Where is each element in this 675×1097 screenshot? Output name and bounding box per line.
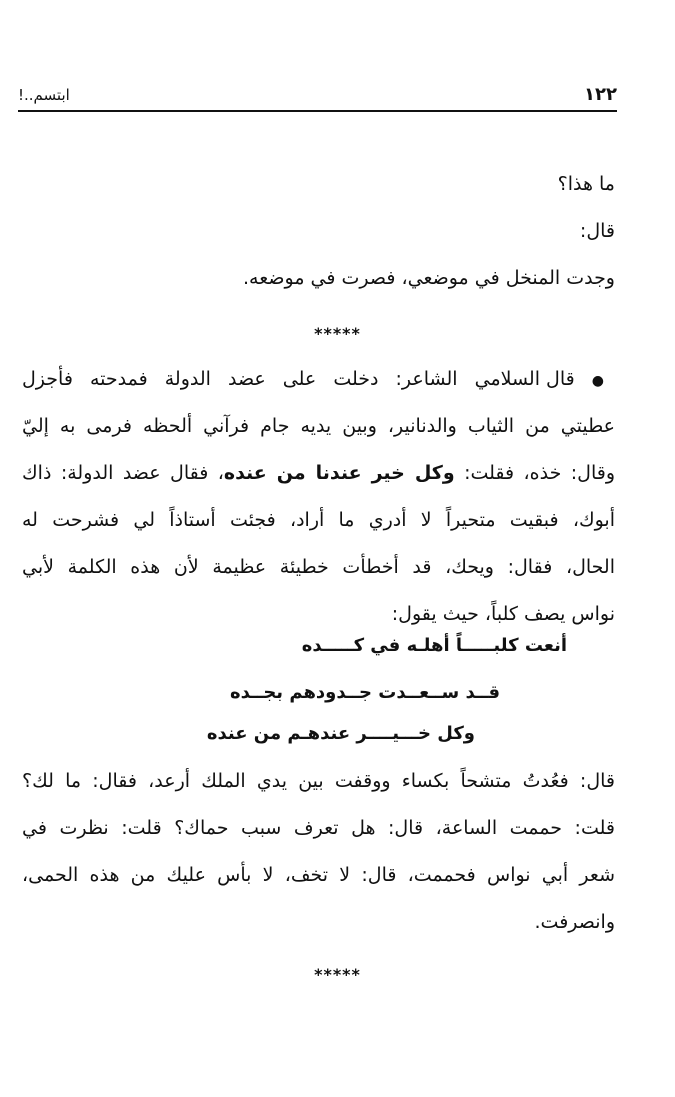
text-line: الحال، فقال: ويحك، قد أخطأت خطيئة عظيمة لأن هذه الكلمة لأبي bbox=[22, 556, 615, 578]
quoted-verse-inline: وكل خير عندنا من عنده bbox=[223, 462, 455, 484]
text-line: قال: bbox=[579, 220, 615, 242]
text-line: نواس يصف كلباً، حيث يقول: bbox=[391, 603, 615, 625]
section-separator: ***** bbox=[314, 965, 361, 984]
running-title: ابتسم..! bbox=[18, 86, 70, 104]
section-separator: ***** bbox=[314, 324, 361, 343]
text-span: ، فقال عضد الدولة: ذاك bbox=[22, 462, 224, 484]
text-line: وجدت المنخل في موضعي، فصرت في موضعه. bbox=[242, 267, 615, 289]
page-number: ١٢٢ bbox=[584, 84, 617, 105]
text-span: قال السلامي الشاعر: دخلت على عضد الدولة فمدحته فأجزل bbox=[22, 368, 575, 390]
text-line: قال: فعُدتُ متشحاً بكساء ووقفت بين يدي الملك أرعد، فقال: ما لك؟ bbox=[22, 770, 615, 792]
anecdote-paragraph bbox=[22, 356, 615, 638]
bullet-icon: ● bbox=[591, 373, 615, 389]
poem-verse: أنعت كلبـــــاً أهلـه في كـــــده bbox=[301, 635, 567, 656]
text-line bbox=[22, 450, 615, 497]
text-span: وقال: خذه، فقلت: bbox=[454, 462, 615, 484]
anecdote-conclusion bbox=[22, 758, 615, 946]
text-line: أبوك، فبقيت متحيراً لا أدري ما أراد، فجئت أستاذاً لي فشرحت له bbox=[22, 509, 615, 531]
text-line: وانصرفت. bbox=[534, 911, 615, 933]
poem-verse: وكل خـــيــــر عندهـم من عنده bbox=[206, 723, 475, 744]
text-line: قلت: حممت الساعة، قال: هل تعرف سبب حماك؟ قلت: نظرت في bbox=[22, 817, 615, 839]
text-line: عطيتي من الثياب والدنانير، وبين يديه جام فرآني ألحظه فرمى به إليّ bbox=[22, 415, 615, 437]
poem-verse: قــد ســعــدت جــدودهم بجــده bbox=[230, 682, 500, 703]
header-rule bbox=[18, 110, 617, 112]
text-line: ما هذا؟ bbox=[557, 173, 615, 195]
text-line bbox=[22, 356, 615, 403]
story-ending bbox=[22, 161, 615, 302]
text-line: شعر أبي نواس فحممت، قال: لا تخف، لا بأس عليك من هذه الحمى، bbox=[22, 864, 615, 886]
